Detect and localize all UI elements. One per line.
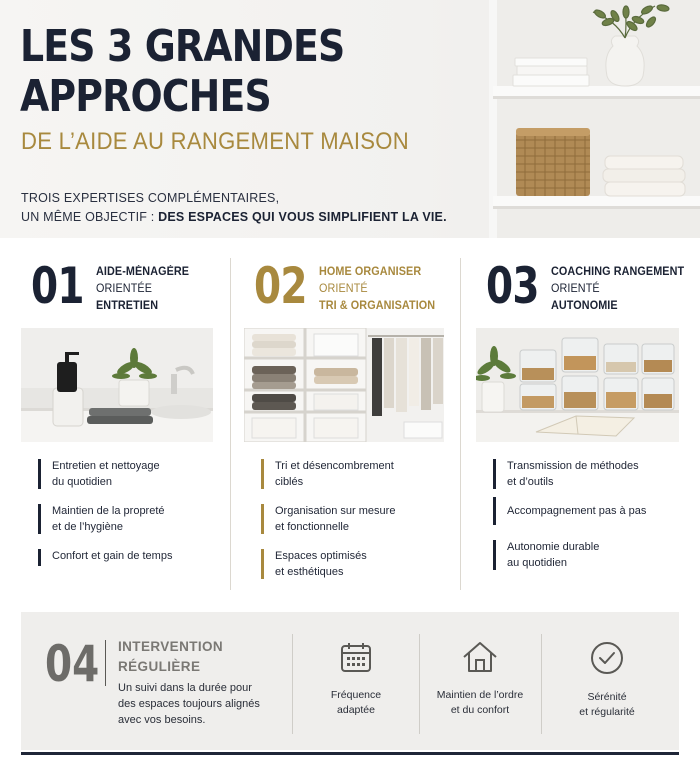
- coaching-photo: [476, 328, 679, 442]
- feature-divider: [541, 634, 542, 734]
- feature-label: Maintien de l’ordre et du confort: [436, 689, 524, 716]
- approach-orientation: ORIENTÉ: [551, 283, 600, 295]
- tagline-line-1: TROIS EXPERTISES COMPLÉMENTAIRES,: [21, 191, 280, 205]
- feature-frequency: [296, 640, 416, 718]
- list-item: Accompagnement pas à pas: [493, 503, 646, 519]
- approach-name: HOME ORGANISER: [319, 266, 422, 278]
- regular-description: Un suivi dans la durée pour des espaces toujours alignés avec vos besoins.: [118, 682, 260, 726]
- list-item: Confort et gain de temps: [38, 548, 172, 564]
- tagline-line-2: [21, 208, 447, 227]
- check-circle-icon: [589, 640, 625, 676]
- feature-order: [420, 640, 540, 718]
- list-item: Transmission de méthodes et d’outils: [493, 458, 646, 490]
- approach-number: 02: [254, 257, 307, 315]
- house-icon: [461, 640, 499, 674]
- approach-number: 01: [31, 257, 84, 315]
- tagline-emphasis: DES ESPACES QUI VOUS SIMPLIFIENT LA VIE.: [158, 210, 447, 224]
- number-divider: [105, 640, 106, 686]
- feature-label: Fréquence adaptée: [330, 689, 382, 716]
- approach-focus: AUTONOMIE: [551, 300, 618, 312]
- approach-bullets: [261, 458, 395, 593]
- title-line-2: APPROCHES: [20, 71, 271, 122]
- calendar-icon: [339, 640, 373, 674]
- approach-card-3: [476, 248, 685, 593]
- approach-focus: TRI & ORGANISATION: [319, 300, 436, 312]
- hero-banner: [0, 0, 700, 238]
- regular-title: INTERVENTION RÉGULIÈRE: [118, 639, 224, 674]
- housekeeping-photo: [21, 328, 213, 442]
- regular-number: 04: [45, 635, 100, 693]
- approach-orientation: ORIENTÉ: [319, 283, 368, 295]
- approach-bullets: [493, 458, 646, 584]
- approaches-section: [0, 248, 700, 593]
- tagline-normal: UN MÊME OBJECTIF :: [21, 210, 159, 224]
- approach-orientation: ORIENTÉE: [96, 283, 153, 295]
- approach-title: [319, 264, 435, 315]
- title-line-1: LES 3 GRANDES: [20, 21, 345, 72]
- list-item: Organisation sur mesure et fonctionnelle: [261, 503, 395, 535]
- list-item: Espaces optimisés et esthétiques: [261, 548, 395, 580]
- approach-bullets: [38, 458, 172, 577]
- regular-intervention-panel: [21, 612, 679, 750]
- approach-focus: ENTRETIEN: [96, 300, 159, 312]
- column-divider: [460, 258, 461, 590]
- column-divider: [230, 258, 231, 590]
- approach-card-1: [21, 248, 213, 593]
- feature-label: Sérénité et régularité: [579, 691, 635, 718]
- feature-divider: [292, 634, 293, 734]
- organiser-photo: [244, 328, 444, 442]
- shelf-illustration: [475, 0, 700, 238]
- list-item: Maintien de la propreté et de l’hygiène: [38, 503, 172, 535]
- approach-name: AIDE-MÉNAGÈRE: [96, 266, 190, 278]
- approach-title: [96, 264, 189, 315]
- approach-card-2: [244, 248, 444, 593]
- footer-rule: [21, 752, 679, 755]
- tagline: [21, 189, 447, 227]
- approach-name: COACHING RANGEMENT: [551, 266, 685, 278]
- page-subtitle: DE L’AIDE AU RANGEMENT MAISON: [21, 128, 409, 155]
- page-title: [20, 22, 344, 122]
- list-item: Autonomie durable au quotidien: [493, 539, 646, 571]
- feature-serenity: [547, 640, 667, 720]
- list-item: Entretien et nettoyage du quotidien: [38, 458, 172, 490]
- approach-title: [551, 264, 684, 315]
- approach-number: 03: [486, 257, 539, 315]
- list-item: Tri et désencombrement ciblés: [261, 458, 395, 490]
